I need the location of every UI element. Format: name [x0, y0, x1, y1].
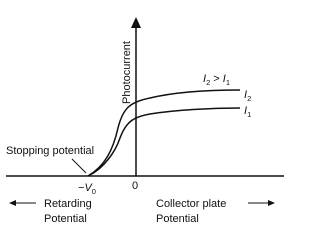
curve-i2 — [88, 90, 240, 176]
curve-i1-label: $I_1$ — [244, 105, 252, 119]
retarding-label-line2: Potential — [44, 213, 87, 225]
curve-i2-label: $I_2$ — [244, 89, 252, 103]
condition-label: $I_2 > I_1$ — [203, 73, 231, 87]
stopping-potential-label: Stopping potential — [6, 145, 95, 157]
collector-label-line2: Potential — [156, 213, 199, 225]
y-axis-arrow — [131, 17, 141, 28]
retarding-label-line1: Retarding — [44, 198, 92, 210]
y-axis-label: Photocurrent — [121, 41, 133, 104]
neg-v0-label: $-V_0$ — [78, 182, 96, 196]
stopping-potential-pointer — [72, 159, 86, 173]
collector-label-line1: Collector plate — [156, 198, 227, 210]
origin-label: 0 — [132, 180, 139, 192]
curve-i1 — [88, 108, 240, 176]
